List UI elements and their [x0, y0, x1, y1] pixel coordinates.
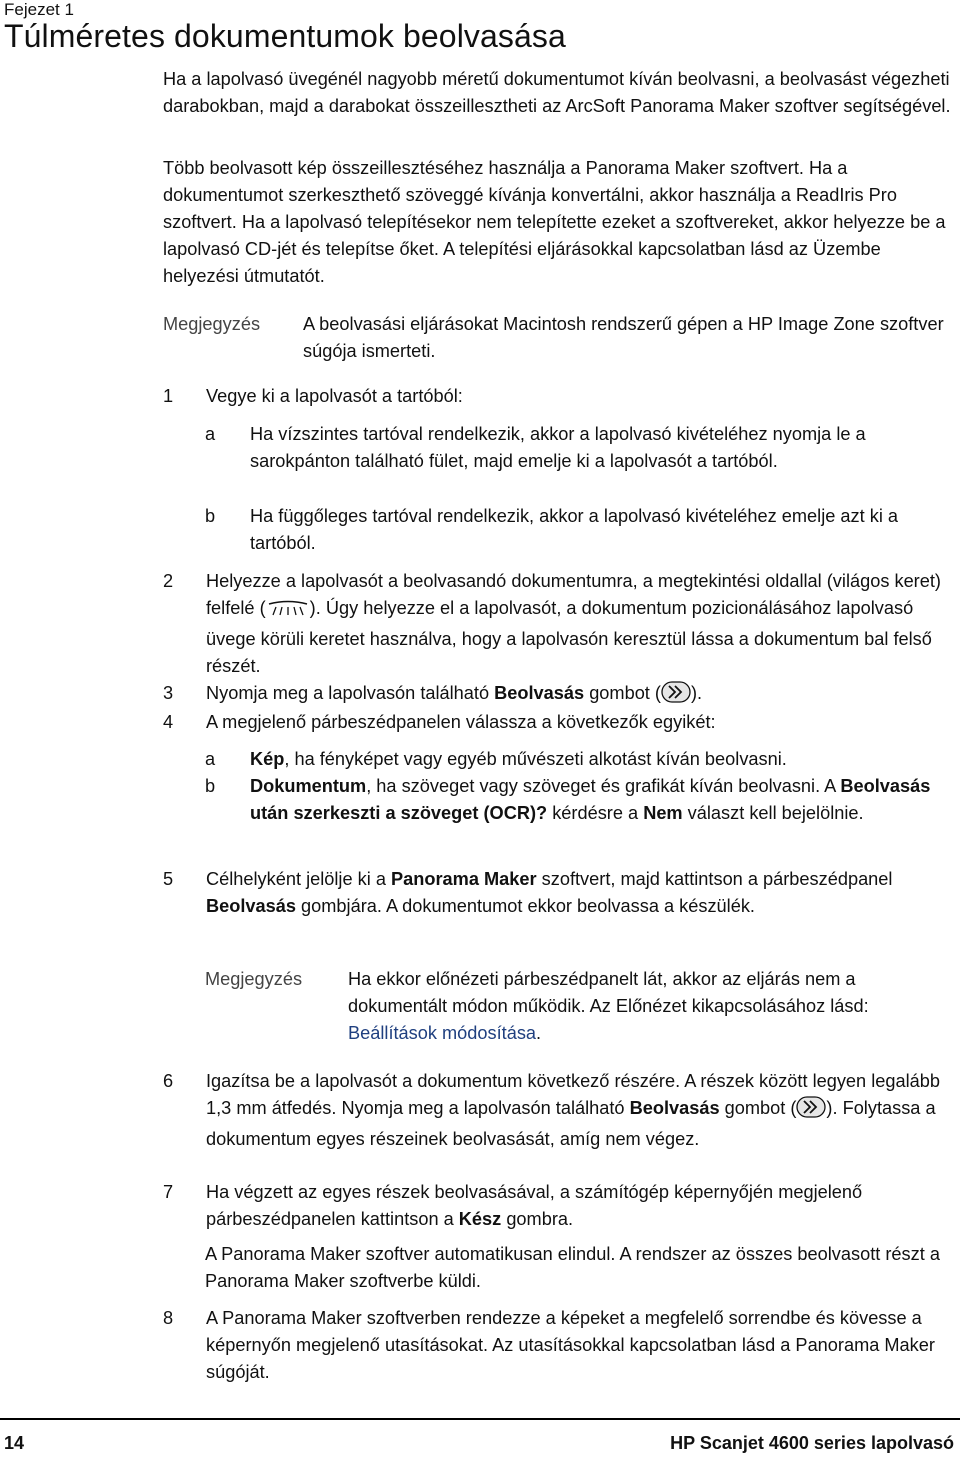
- chapter-label: Fejezet 1: [4, 0, 74, 19]
- page-number: 14: [4, 1433, 25, 1453]
- step-number: 6: [163, 1071, 174, 1091]
- step-number: 2: [163, 571, 174, 591]
- step-text: Nyomja meg a lapolvasón található Beolvasás gombot ( ).: [206, 680, 951, 711]
- option-text: Dokumentum, ha szöveget vagy szöveget és grafikát kíván beolvasni. A Beolvasás után szerkeszti a szöveget (OCR)? kérdésre a Nem választ kell bejelölnie.: [250, 776, 931, 823]
- step-number: 1: [163, 386, 174, 406]
- step-number: 7: [163, 1182, 174, 1202]
- step-text: A Panorama Maker szoftverben rendezze a képeket a megfelelő sorrendbe és kövesse a képernyőn megjelenő utasításokat. Az utasításokkal kapcsolatban lásd a Panorama Maker súgóját.: [206, 1308, 935, 1382]
- step-number: 3: [163, 683, 174, 703]
- page-title: Túlméretes dokumentumok beolvasása: [4, 18, 566, 54]
- intro-paragraph-1: Ha a lapolvasó üvegénél nagyobb méretű dokumentumot kíván beolvasni, a beolvasást végezheti darabokban, majd a darabokat összeillesztheti az ArcSoft Panorama Maker szoftver segítségével.: [163, 69, 951, 116]
- footer-divider: [0, 1418, 960, 1420]
- step-number: 5: [163, 869, 174, 889]
- note-label: Megjegyzés: [163, 314, 261, 334]
- step-7-detail: A Panorama Maker szoftver automatikusan elindul. A rendszer az összes beolvasott részt a Panorama Maker szoftverbe küldi.: [205, 1244, 940, 1291]
- step-text: Igazítsa be a lapolvasót a dokumentum következő részére. A részek között legyen legalább 1,3 mm átfedés. Nyomja meg a lapolvasón található Beolvasás gombot ( ). Folytassa a dokumentum egyes részeinek beolvasását, amíg nem végez.: [206, 1071, 940, 1149]
- note-text: Ha ekkor előnézeti párbeszédpanelt lát, akkor az eljárás nem a dokumentált módon működik. Az Előnézet kikapcsolásához lásd: Beállítások módosítása.: [348, 969, 869, 1043]
- option-letter: a: [205, 424, 216, 444]
- step-number: 8: [163, 1308, 174, 1328]
- note-text: A beolvasási eljárásokat Macintosh rendszerű gépen a HP Image Zone szoftver súgója ismerteti.: [303, 314, 944, 361]
- step-number: 4: [163, 712, 174, 732]
- footer-title: HP Scanjet 4600 series lapolvasó: [670, 1433, 954, 1453]
- option-letter: b: [205, 776, 216, 796]
- option-text: Ha vízszintes tartóval rendelkezik, akkor a lapolvasó kivételéhez nyomja le a sarokpánton található fület, majd emelje ki a lapolvasót a tartóból.: [250, 424, 866, 471]
- option-letter: a: [205, 749, 216, 769]
- step-text: Vegye ki a lapolvasót a tartóból:: [206, 386, 463, 406]
- scanner-face-up-icon: [266, 598, 310, 626]
- step-text: A megjelenő párbeszédpanelen válassza a következők egyikét:: [206, 712, 716, 732]
- scan-button-icon: [661, 681, 691, 711]
- option-letter: b: [205, 506, 216, 526]
- scan-button-icon: [796, 1096, 826, 1126]
- note-label: Megjegyzés: [205, 969, 303, 989]
- option-text: Kép, ha fényképet vagy egyéb művészeti alkotást kíván beolvasni.: [250, 749, 787, 769]
- step-text: Ha végzett az egyes részek beolvasásával, a számítógép képernyőjén megjelenő párbeszédpanelen kattintson a Kész gombra.: [206, 1182, 863, 1229]
- step-text: Helyezze a lapolvasót a beolvasandó dokumentumra, a megtekintési oldallal (világos keret) felfelé ( ). Úgy helyezze el a lapolvasót, a dokumentum pozicionálásához lapolvasó üvege körüli keretet használva, hogy a lapolvasón keresztül lássa a dokumentum bal felső részét.: [206, 571, 941, 676]
- step-text: Célhelyként jelölje ki a Panorama Maker szoftvert, majd kattintson a párbeszédpanel Beolvasás gombjára. A dokumentumot ekkor beolvassa a készülék.: [206, 869, 893, 916]
- settings-link[interactable]: Beállítások módosítása: [348, 1023, 537, 1043]
- option-text: Ha függőleges tartóval rendelkezik, akkor a lapolvasó kivételéhez emelje azt ki a tartóból.: [250, 506, 899, 553]
- intro-paragraph-2: Több beolvasott kép összeillesztéséhez használja a Panorama Maker szoftvert. Ha a dokumentumot szerkeszthető szöveggé kívánja konvertálni, akkor használja a ReadIris Pro szoftvert. Ha a lapolvasó telepítésekor nem telepítette ezeket a szoftvereket, akkor helyezze be a lapolvasó CD-jét és telepítse őket. A telepítési eljárásokkal kapcsolatban lásd az Üzembe helyezési útmutatót.: [163, 158, 946, 286]
